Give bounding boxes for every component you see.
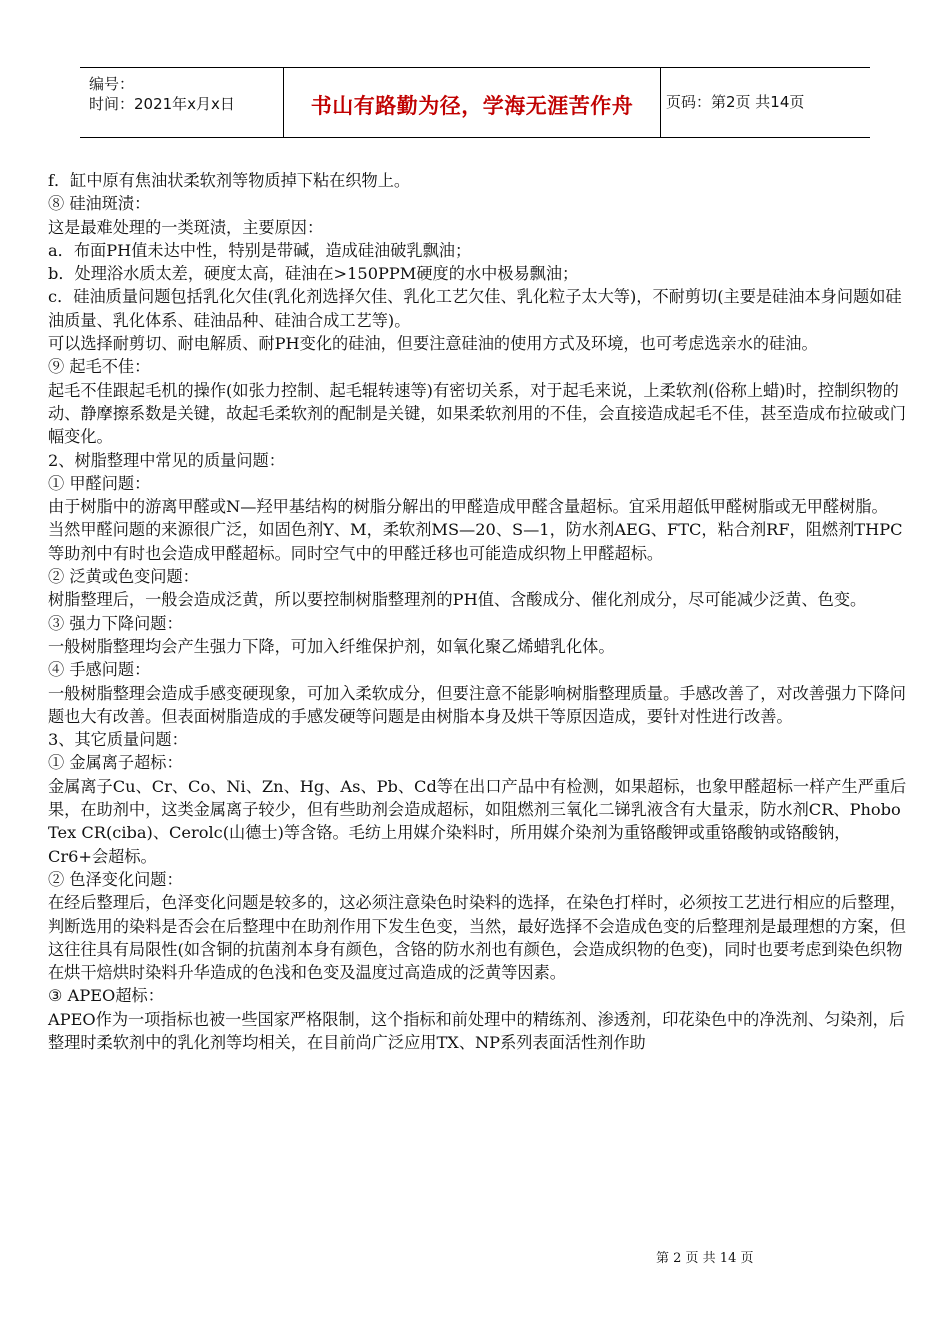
paragraph: 当然甲醛问题的来源很广泛，如固色剂Y、M，柔软剂MS—20、S—1，防水剂AEG、FTC，粘合剂RF，阻燃剂THPC等助剂中有时也会造成甲醛超标。同时空气中的甲醛迁移也可能造成织物上甲醛超标。	[48, 520, 903, 563]
paragraph: f．缸中原有焦油状柔软剂等物质掉下粘在织物上。	[48, 171, 411, 190]
section-heading: ① 金属离子超标：	[48, 753, 183, 773]
page-header	[80, 67, 870, 138]
section-heading: ④ 手感问题：	[48, 660, 151, 680]
document-number-label: 编号：	[89, 75, 135, 93]
paragraph: 树脂整理后，一般会造成泛黄，所以要控制树脂整理剂的PH值、含酸成分、催化剂成分，尽可能减少泛黄、色变。	[48, 590, 867, 610]
paragraph: APEO作为一项指标也被一些国家严格限制，这个指标和前处理中的精练剂、渗透剂，印花染色中的净洗剂、匀染剂，后整理时柔软剂中的乳化剂等均相关，在目前尚广泛应用TX、NP系列表面活性剂作助	[48, 1009, 906, 1052]
header-motto: 书山有路勤为径，学海无涯苦作舟	[310, 94, 634, 118]
section-heading: ① 甲醛问题：	[48, 473, 151, 493]
header-middle-cell	[284, 68, 661, 137]
section-heading: ② 泛黄或色变问题：	[48, 567, 199, 587]
paragraph: b．处理浴水质太差，硬度太高，硅油在>150PPM硬度的水中极易飘油；	[48, 264, 579, 284]
paragraph: 一般树脂整理均会产生强力下降，可加入纤维保护剂，如氧化聚乙烯蜡乳化体。	[48, 636, 615, 656]
document-date-label: 时间：2021年x月x日	[89, 95, 235, 113]
paragraph: c．硅油质量问题包括乳化欠佳(乳化剂选择欠佳、乳化工艺欠佳、乳化粒子太大等)，不耐剪切(主要是硅油本身问题如硅油质量、乳化体系、硅油品种、硅油合成工艺等)。	[48, 287, 902, 330]
paragraph: 可以选择耐剪切、耐电解质、耐PH变化的硅油，但要注意硅油的使用方式及环境，也可考虑选亲水的硅油。	[48, 334, 818, 354]
section-heading: ⑨ 起毛不佳：	[48, 357, 151, 377]
paragraph: 金属离子Cu、Cr、Co、Ni、Zn、Hg、As、Pb、Cd等在出口产品中有检测，如果超标，也象甲醛超标一样产生严重后果，在助剂中，这类金属离子较少，但有些助剂会造成超标，如阻燃剂三氧化二锑乳液含有大量汞，防水剂CR、Phobo Tex CR(ciba)、Cerolc(山德士)等含铬。毛纺上用媒介染料时，所用媒介染剂为重铬酸钾或重铬酸钠或铬酸钠，Cr6+会超标。	[48, 776, 907, 866]
section-heading: 2、树脂整理中常见的质量问题：	[48, 450, 285, 470]
paragraph: 一般树脂整理会造成手感变硬现象，可加入柔软成分，但要注意不能影响树脂整理质量。手感改善了，对改善强力下降问题也大有改善。但表面树脂造成的手感发硬等问题是由树脂本身及烘干等原因造成，要针对性进行改善。	[48, 683, 906, 726]
document-body	[48, 169, 908, 1054]
header-page-code: 页码：第2页 共14页	[666, 93, 805, 111]
paragraph: 在经后整理后，色泽变化问题是较多的，这必须注意染色时染料的选择，在染色打样时，必须按工艺进行相应的后整理，判断选用的染料是否会在后整理中在助剂作用下发生色变，当然，最好选择不会造成色变的后整理剂是最理想的方案，但这往往具有局限性(如含铜的抗菌剂本身有颜色，含铬的防水剂也有颜色，会造成织物的色变)，同时也要考虑到染色织物在烘干焙烘时染料升华造成的色浅和色变及温度过高造成的泛黄等因素。	[48, 893, 906, 983]
section-heading: ③ 强力下降问题：	[48, 613, 183, 633]
header-left-cell	[80, 68, 284, 137]
paragraph: 由于树脂中的游离甲醛或N—羟甲基结构的树脂分解出的甲醛造成甲醛含量超标。宜采用超低甲醛树脂或无甲醛树脂。	[48, 497, 888, 517]
page-footer: 第 2 页 共 14 页	[656, 1251, 754, 1266]
paragraph: 这是最难处理的一类斑渍，主要原因：	[48, 217, 324, 237]
header-right-cell	[661, 68, 870, 137]
section-heading: ③ APEO超标：	[48, 986, 164, 1006]
section-heading: ⑧ 硅油斑渍：	[48, 194, 151, 214]
section-heading: ② 色泽变化问题：	[48, 869, 183, 889]
paragraph: a．布面PH值未达中性，特别是带碱，造成硅油破乳飘油；	[48, 240, 472, 260]
paragraph: 起毛不佳跟起毛机的操作(如张力控制、起毛辊转速等)有密切关系，对于起毛来说，上柔软剂(俗称上蜡)时，控制织物的动、静摩擦系数是关键，故起毛柔软剂的配制是关键，如果柔软剂用的不佳，会直接造成起毛不佳，甚至造成布拉破或门幅变化。	[48, 380, 906, 447]
section-heading: 3、其它质量问题：	[48, 730, 188, 750]
